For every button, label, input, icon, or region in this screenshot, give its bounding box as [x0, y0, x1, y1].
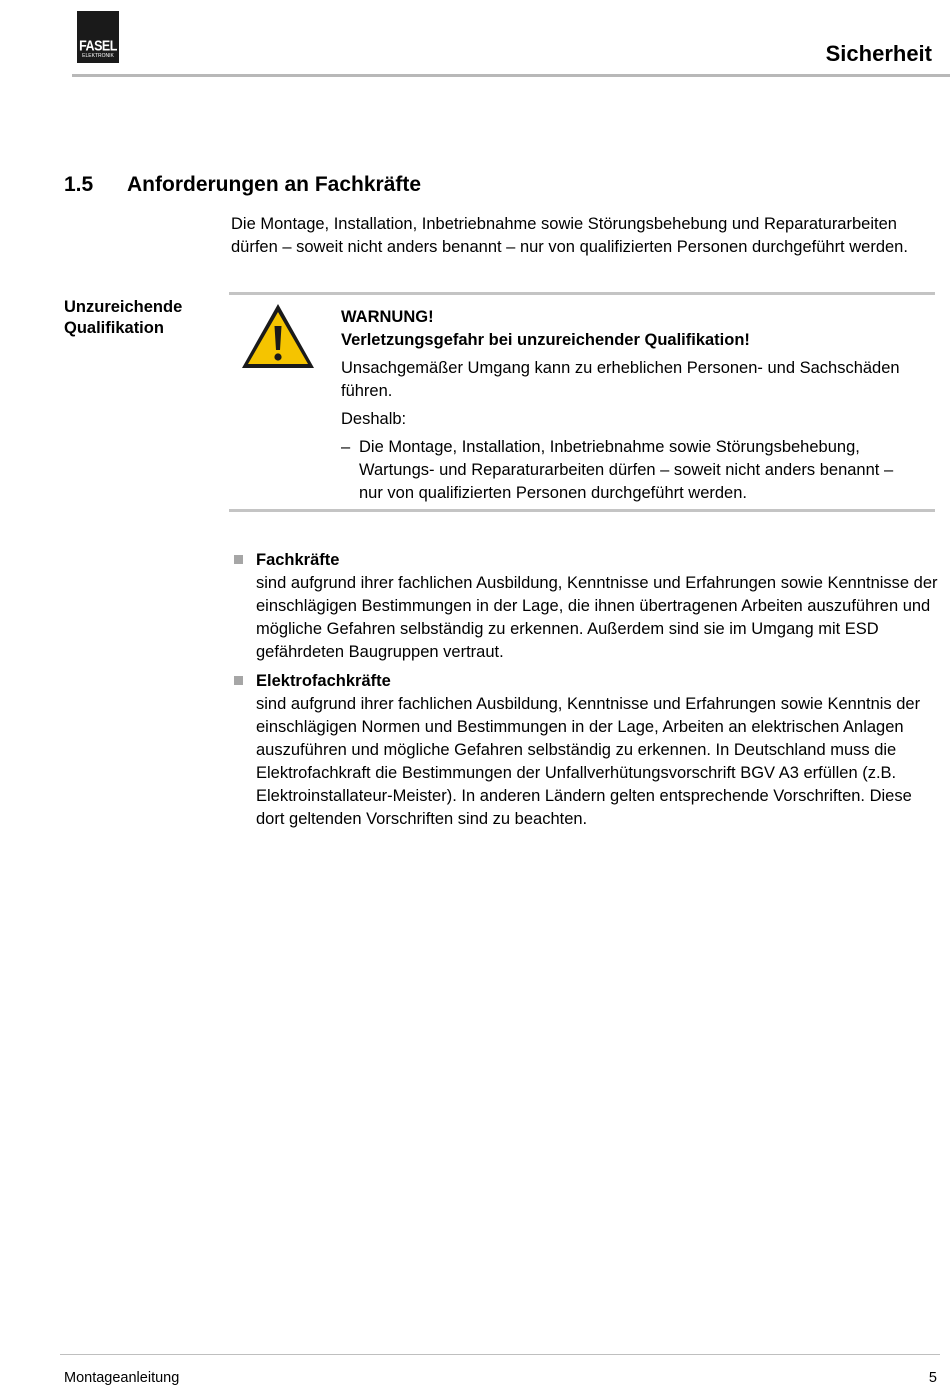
warning-measure — [341, 436, 911, 505]
warning-measure-text: Die Montage, Installation, Inbetriebnahme sowie Störungsbehebung, Wartungs- und Reparaturarbeiten dürfen – soweit nicht anders benannt – nur von qualifizierten Personen durchgeführt werden. — [359, 438, 894, 502]
list-item — [233, 670, 938, 831]
warning-signal-word: WARNUNG! — [341, 308, 434, 326]
header-divider — [72, 74, 950, 77]
intro-paragraph: Die Montage, Installation, Inbetriebnahme sowie Störungsbehebung und Reparaturarbeiten dürfen – soweit nicht anders benannt – nur von qualifizierten Personen durchgeführt werden. — [231, 215, 908, 256]
dash-marker: – — [341, 438, 351, 456]
list-item-text: sind aufgrund ihrer fachlichen Ausbildung, Kenntnisse und Erfahrungen sowie Kenntnis der einschlägigen Normen und Bestimmungen in der Lage, Arbeiten an elektrischen Anlagen auszuführen und mögliche Gefahren selbständig zu erkennen. In Deutschland muss die Elektrofachkraft die Bestimmungen der Unfallverhütungsvorschrift BGV A3 erfüllen (z.B. Elektroinstallateur-Meister). In anderen Ländern gelten entsprechende Vorschriften. Diese dort geltenden Vorschriften sind zu beachten. — [256, 695, 921, 828]
warning-description: Unsachgemäßer Umgang kann zu erheblichen Personen- und Sachschäden führen. — [341, 359, 900, 400]
list-item-title: Elektrofachkräfte — [256, 672, 391, 690]
margin-label-line: Unzureichende — [64, 298, 183, 316]
document-name: Montageanleitung — [64, 1370, 180, 1386]
chapter-title: Sicherheit — [825, 41, 932, 66]
footer-divider — [60, 1354, 940, 1355]
bullet-square-icon — [234, 555, 243, 564]
warning-headline: Verletzungsgefahr bei unzureichender Qualifikation! — [341, 331, 750, 349]
bullet-square-icon — [234, 676, 243, 685]
margin-label-line: Qualifikation — [64, 319, 164, 337]
list-item — [233, 549, 938, 664]
section-number: 1.5 — [64, 173, 94, 196]
list-item-title: Fachkräfte — [256, 551, 340, 569]
warning-therefore: Deshalb: — [341, 410, 407, 428]
list-item-text: sind aufgrund ihrer fachlichen Ausbildung, Kenntnisse und Erfahrungen sowie Kenntnisse der einschlägigen Bestimmungen in der Lage, die ihnen übertragenen Arbeiten auszuführen und mögliche Gefahren selbständig zu erkennen. Außerdem sind sie im Umgang mit ESD gefährdeten Baugruppen vertraut. — [256, 574, 938, 661]
page-number: 5 — [928, 1370, 937, 1386]
warning-bottom-divider — [229, 509, 935, 512]
warning-triangle-icon — [240, 302, 316, 370]
company-logo — [77, 11, 119, 63]
logo-text: FASEL — [79, 37, 117, 55]
warning-top-divider — [229, 292, 935, 295]
logo-subtext: ELEKTRONIK — [82, 53, 114, 59]
qualification-list — [233, 549, 938, 837]
margin-label — [64, 297, 214, 339]
section-heading — [64, 173, 421, 197]
warning-notice — [341, 306, 911, 505]
section-title: Anforderungen an Fachkräfte — [127, 173, 422, 196]
